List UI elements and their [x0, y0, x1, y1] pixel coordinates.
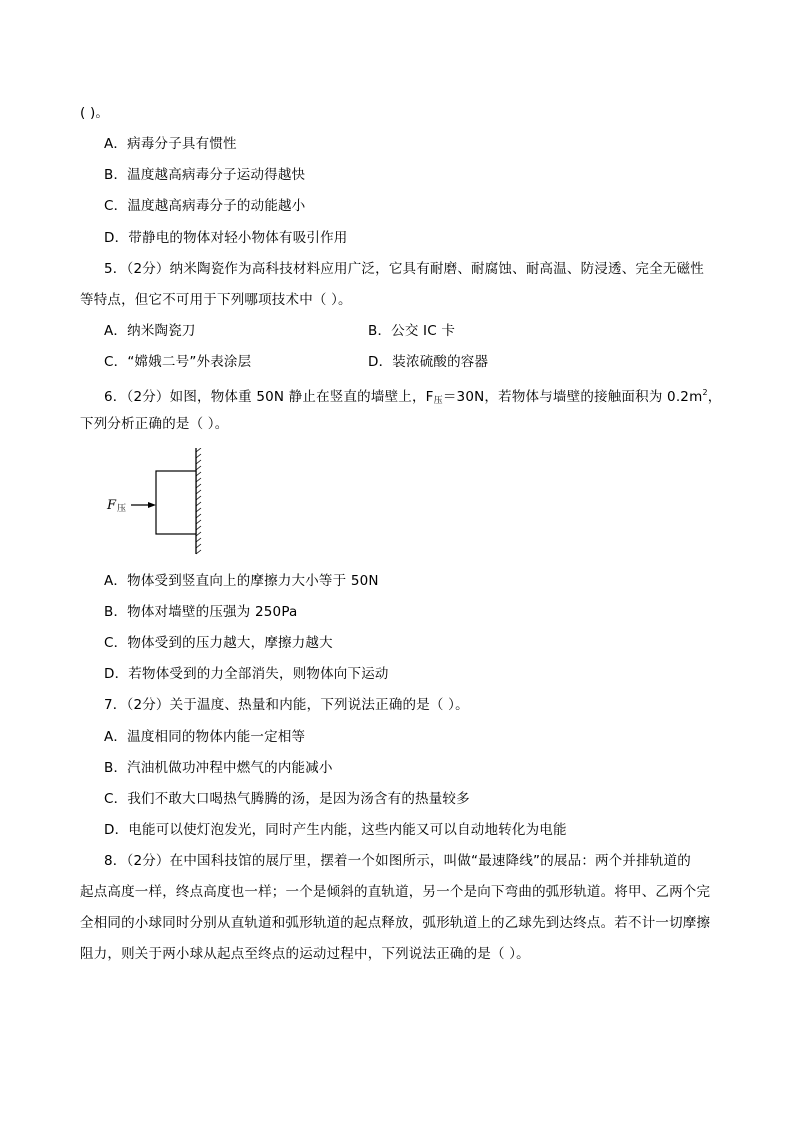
q5-stem-line2: 等特点，但它不可用于下列哪项技术中（ ）。: [80, 292, 352, 308]
q6-option-c: C．物体受到的压力越大，摩擦力越大: [104, 635, 333, 651]
q7-option-d: D．电能可以使灯泡发光，同时产生内能，这些内能又可以自动地转化为电能: [104, 822, 567, 838]
q6-figure: [100, 448, 220, 558]
q6-stem-subscript: 压: [433, 396, 443, 406]
q6-stem-line2: 下列分析正确的是（ ）。: [80, 416, 229, 432]
block: [156, 471, 196, 534]
q7-option-c: C．我们不敢大口喝热气腾腾的汤，是因为汤含有的热量较多: [104, 791, 470, 807]
q4-option-a: A．病毒分子具有惯性: [104, 136, 237, 152]
q8-stem-line3: 全相同的小球同时分别从直轨道和弧形轨道的起点释放，弧形轨道上的乙球先到达终点。若不计一切摩擦: [80, 915, 711, 931]
q4-stem-tail: ( )。: [80, 105, 110, 121]
q6-stem-part-b: ＝30N，若物体与墙壁的接触面积为 0.2m: [442, 389, 703, 405]
force-label-subscript: 压: [117, 504, 127, 514]
q8-stem-line1: 8．（2分）在中国科技馆的展厅里，摆着一个如图所示，叫做“最速降线”的展品：两个并排轨道的: [104, 853, 691, 869]
q6-stem-part-a: 6．（2分）如图，物体重 50N 静止在竖直的墙壁上，F: [104, 389, 434, 405]
wall-hatching: [196, 448, 201, 554]
q5-option-d: D．装浓硫酸的容器: [368, 354, 489, 370]
q7-stem: 7．（2分）关于温度、热量和内能，下列说法正确的是（ ）。: [104, 697, 469, 713]
q6-stem-superscript: 2: [702, 388, 708, 397]
force-label: F: [107, 498, 117, 513]
q4-option-c: C．温度越高病毒分子的动能越小: [104, 198, 306, 214]
q8-stem-line4: 阻力，则关于两小球从起点至终点的运动过程中，下列说法正确的是（ ）。: [80, 946, 530, 962]
q4-option-b: B．温度越高病毒分子运动得越快: [104, 167, 306, 183]
q6-option-d: D．若物体受到的力全部消失，则物体向下运动: [104, 666, 389, 682]
q5-stem-line1: 5．（2分）纳米陶瓷作为高科技材料应用广泛，它具有耐磨、耐腐蚀、耐高温、防浸透、完全无磁性: [104, 261, 704, 277]
force-arrow-head: [148, 502, 156, 508]
q8-stem-line2: 起点高度一样，终点高度也一样；一个是倾斜的直轨道，另一个是向下弯曲的弧形轨道。将甲、乙两个完: [80, 884, 711, 900]
q4-option-d: D．带静电的物体对轻小物体有吸引作用: [104, 230, 348, 246]
q7-option-a: A．温度相同的物体内能一定相等: [104, 729, 306, 745]
q6-stem-line1: [104, 383, 721, 411]
q6-option-a: A．物体受到竖直向上的摩擦力大小等于 50N: [104, 573, 379, 589]
q5-option-b: B．公交 IC 卡: [368, 323, 456, 339]
q6-option-b: B．物体对墙壁的压强为 250Pa: [104, 604, 298, 620]
block-wall-diagram: [100, 448, 220, 558]
q5-option-c: C．“嫦娥二号”外表涂层: [104, 354, 252, 370]
q5-option-a: A．纳米陶瓷刀: [104, 323, 196, 339]
q6-stem-part-c: ，: [707, 389, 722, 405]
q7-option-b: B．汽油机做功冲程中燃气的内能减小: [104, 760, 333, 776]
